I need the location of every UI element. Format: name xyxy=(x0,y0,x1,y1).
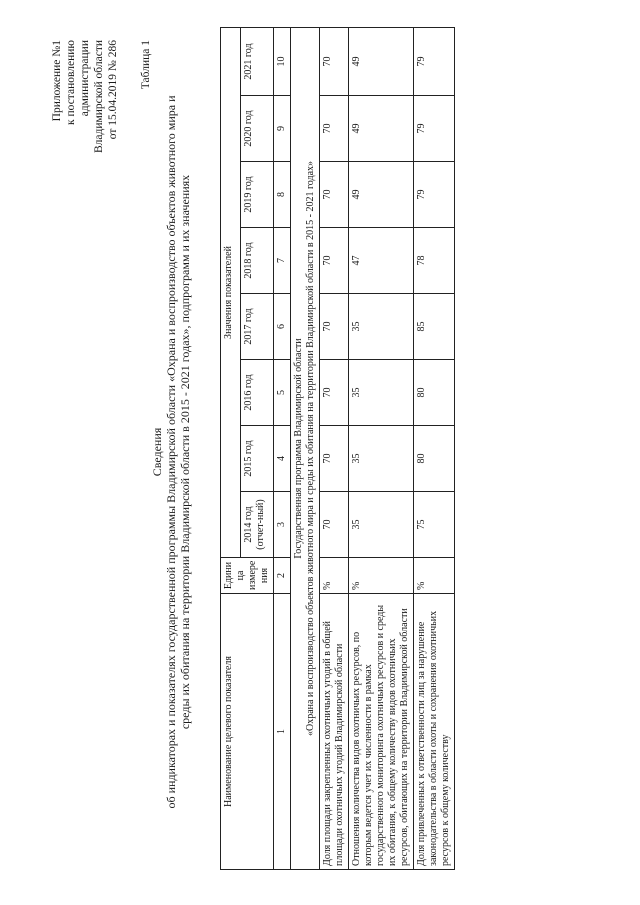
column-number: 6 xyxy=(274,294,291,360)
section-line-2: «Охрана и воспроизводство объектов животного мира и среды их обитания на территории Владимирской области в 2015 - 2021 годах» xyxy=(305,160,316,737)
rotated-page xyxy=(40,12,600,892)
indicator-value: 49 xyxy=(349,27,414,95)
indicator-value: 70 xyxy=(320,27,349,95)
indicator-value: 85 xyxy=(414,294,455,360)
appendix-line: администрации xyxy=(79,40,91,117)
indicator-value: 80 xyxy=(414,360,455,426)
indicator-value: 70 xyxy=(320,360,349,426)
column-number: 2 xyxy=(274,558,291,594)
indicator-name: Доля площади закрепленных охотничьих угодий в общей площади охотничьих угодий Владимирской области xyxy=(320,594,349,870)
header-year: 2016 год xyxy=(240,360,273,426)
appendix-line: Владимирской области xyxy=(93,40,105,154)
indicator-value: 47 xyxy=(349,228,414,294)
indicator-unit: % xyxy=(414,558,455,594)
indicator-value: 35 xyxy=(349,426,414,492)
section-row xyxy=(291,27,320,869)
indicator-value: 79 xyxy=(414,96,455,162)
indicator-value: 70 xyxy=(320,228,349,294)
indicator-value: 49 xyxy=(349,162,414,228)
header-name: Наименование целевого показателя xyxy=(221,594,274,870)
appendix-line: Приложение №1 xyxy=(51,40,63,122)
header-year: 2018 год xyxy=(240,228,273,294)
indicator-unit: % xyxy=(349,558,414,594)
appendix-date: от 15.04.2019 № 286 xyxy=(107,40,119,140)
header-values: Значения показателей xyxy=(221,27,241,557)
table-row xyxy=(320,27,349,869)
header-year: 2017 год xyxy=(240,294,273,360)
header-year: 2014 год (отчет-ный) xyxy=(240,492,273,558)
header-year: 2020 год xyxy=(240,96,273,162)
indicator-name: Доля привлеченных к ответственности лиц за нарушение законодательства в области охоты и сохранения охотничьих ресурсов к общему количеству xyxy=(414,594,455,870)
table-number: Таблица 1 xyxy=(140,40,152,90)
column-number: 10 xyxy=(274,27,291,95)
column-number: 8 xyxy=(274,162,291,228)
column-number: 4 xyxy=(274,426,291,492)
table-row xyxy=(414,27,455,869)
heading-title: Сведения xyxy=(150,427,164,477)
indicator-value: 78 xyxy=(414,228,455,294)
indicator-value: 70 xyxy=(320,96,349,162)
indicator-value: 35 xyxy=(349,360,414,426)
table-row xyxy=(349,27,414,869)
indicator-name: Отношения количества видов охотничьих ресурсов, по которым ведется учет их численности в рамках государственного мониторинга охотничьих ресурсов и среды их обитания, к общему количеству видов охотничьих ресурсов, обитающих на территории Владимирской области xyxy=(349,594,414,870)
column-number: 5 xyxy=(274,360,291,426)
indicators-table xyxy=(220,27,455,870)
indicator-value: 79 xyxy=(414,27,455,95)
column-number-row xyxy=(274,27,291,869)
heading-line-2: среды их обитания на территории Владимирской области в 2015 - 2021 годах», подпрограмм и их значениях xyxy=(178,174,192,730)
column-number: 3 xyxy=(274,492,291,558)
header-year: 2015 год xyxy=(240,426,273,492)
indicator-value: 35 xyxy=(349,492,414,558)
header-year: 2019 год xyxy=(240,162,273,228)
section-line-1: Государственная программа Владимирской области xyxy=(293,338,304,559)
table-header-row xyxy=(221,27,241,869)
indicator-value: 79 xyxy=(414,162,455,228)
column-number: 9 xyxy=(274,96,291,162)
appendix-line: к постановлению xyxy=(65,40,77,125)
column-number: 1 xyxy=(274,594,291,870)
document-heading xyxy=(150,52,192,852)
indicator-value: 70 xyxy=(320,492,349,558)
indicator-value: 80 xyxy=(414,426,455,492)
indicator-value: 75 xyxy=(414,492,455,558)
heading-line-1: об индикаторах и показателях государственной программы Владимирской области «Охрана и воспроизводство объектов животного мира и xyxy=(164,95,178,809)
appendix-block xyxy=(50,40,120,153)
indicator-value: 70 xyxy=(320,162,349,228)
indicator-value: 70 xyxy=(320,294,349,360)
column-number: 7 xyxy=(274,228,291,294)
indicator-value: 35 xyxy=(349,294,414,360)
header-unit: Едини ца измере ния xyxy=(221,558,274,594)
indicator-value: 70 xyxy=(320,426,349,492)
header-year: 2021 год xyxy=(240,27,273,95)
indicator-unit: % xyxy=(320,558,349,594)
section-title xyxy=(291,27,320,869)
indicator-value: 49 xyxy=(349,96,414,162)
